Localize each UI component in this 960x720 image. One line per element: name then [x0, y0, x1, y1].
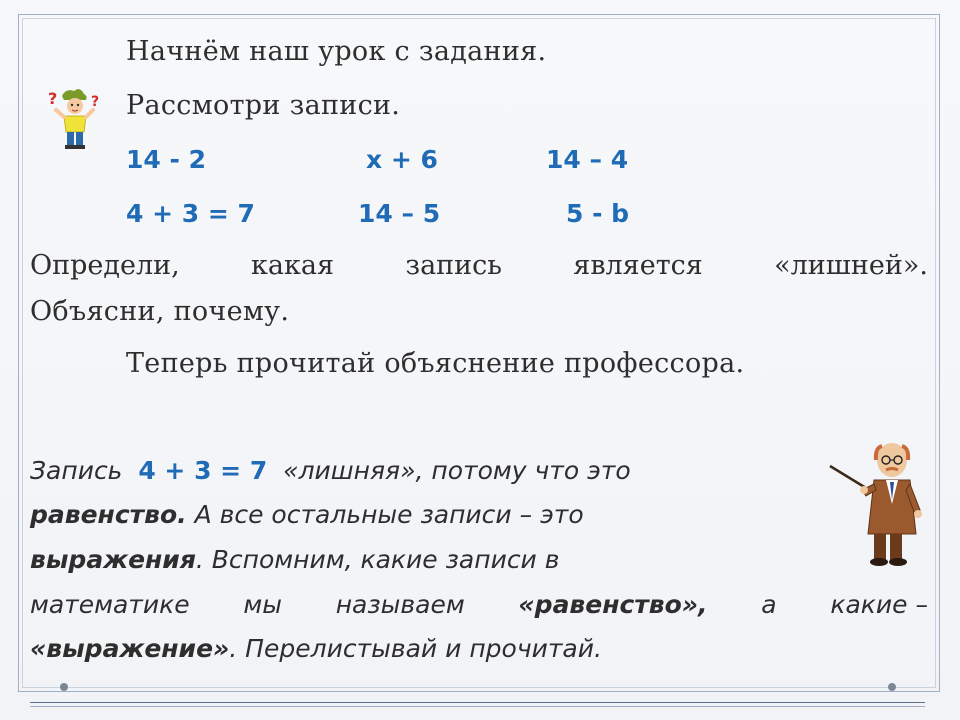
explanation-text: «лишняя», потому что это: [275, 456, 631, 485]
task-word: Определи,: [30, 250, 180, 281]
expression-3: 14 – 4: [546, 145, 629, 174]
bottom-rule: [30, 702, 925, 703]
frame-dot-right: [888, 683, 896, 691]
expression-4: 14 – 5: [358, 199, 441, 228]
frame-dot-left: [60, 683, 68, 691]
task-line-2: Объясни, почему.: [30, 296, 290, 327]
intro-line-1: Начнём наш урок с задания.: [126, 36, 547, 67]
svg-text:?: ?: [48, 89, 58, 108]
equality-1: 4 + 3 = 7: [126, 199, 255, 228]
explanation-keyword: выражения: [30, 545, 196, 574]
explanation-text: . Вспомним, какие записи в: [195, 545, 560, 574]
explanation-line-2: [30, 500, 584, 529]
explanation-line-4: [30, 590, 928, 619]
explanation-line-3: [30, 545, 560, 574]
explanation-text: а: [761, 590, 777, 619]
explanation-equality: 4 + 3 = 7: [138, 456, 268, 485]
explanation-text: мы: [243, 590, 282, 619]
task-word: какая: [251, 250, 335, 281]
explanation-text: какие –: [830, 590, 928, 619]
expression-2: x + 6: [366, 145, 438, 174]
explanation-text: называем: [335, 590, 465, 619]
explanation-text: . Перелистывай и прочитай.: [229, 634, 602, 663]
task-line-1: [30, 250, 928, 281]
explanation-text: А все остальные записи – это: [186, 500, 584, 529]
explanation-line-5: [30, 634, 602, 663]
task-word: является: [573, 250, 703, 281]
expression-1: 14 - 2: [126, 145, 206, 174]
professor-icon: [826, 438, 936, 570]
svg-text:?: ?: [91, 94, 100, 110]
explanation-keyword: «равенство»,: [518, 590, 708, 619]
explanation-keyword: «выражение»: [30, 634, 230, 663]
thinking-boy-icon: [46, 86, 104, 150]
explanation-line-1: [30, 456, 631, 485]
task-word: «лишней».: [774, 250, 928, 281]
bottom-rule-thin: [30, 706, 925, 707]
explanation-text: Запись: [30, 456, 131, 485]
expression-5: 5 - b: [566, 199, 630, 228]
task-line-3: Теперь прочитай объяснение профессора.: [126, 348, 745, 379]
explanation-text: математике: [30, 590, 190, 619]
task-word: запись: [405, 250, 502, 281]
explanation-keyword: равенство.: [30, 500, 187, 529]
intro-line-2: Рассмотри записи.: [126, 90, 401, 121]
